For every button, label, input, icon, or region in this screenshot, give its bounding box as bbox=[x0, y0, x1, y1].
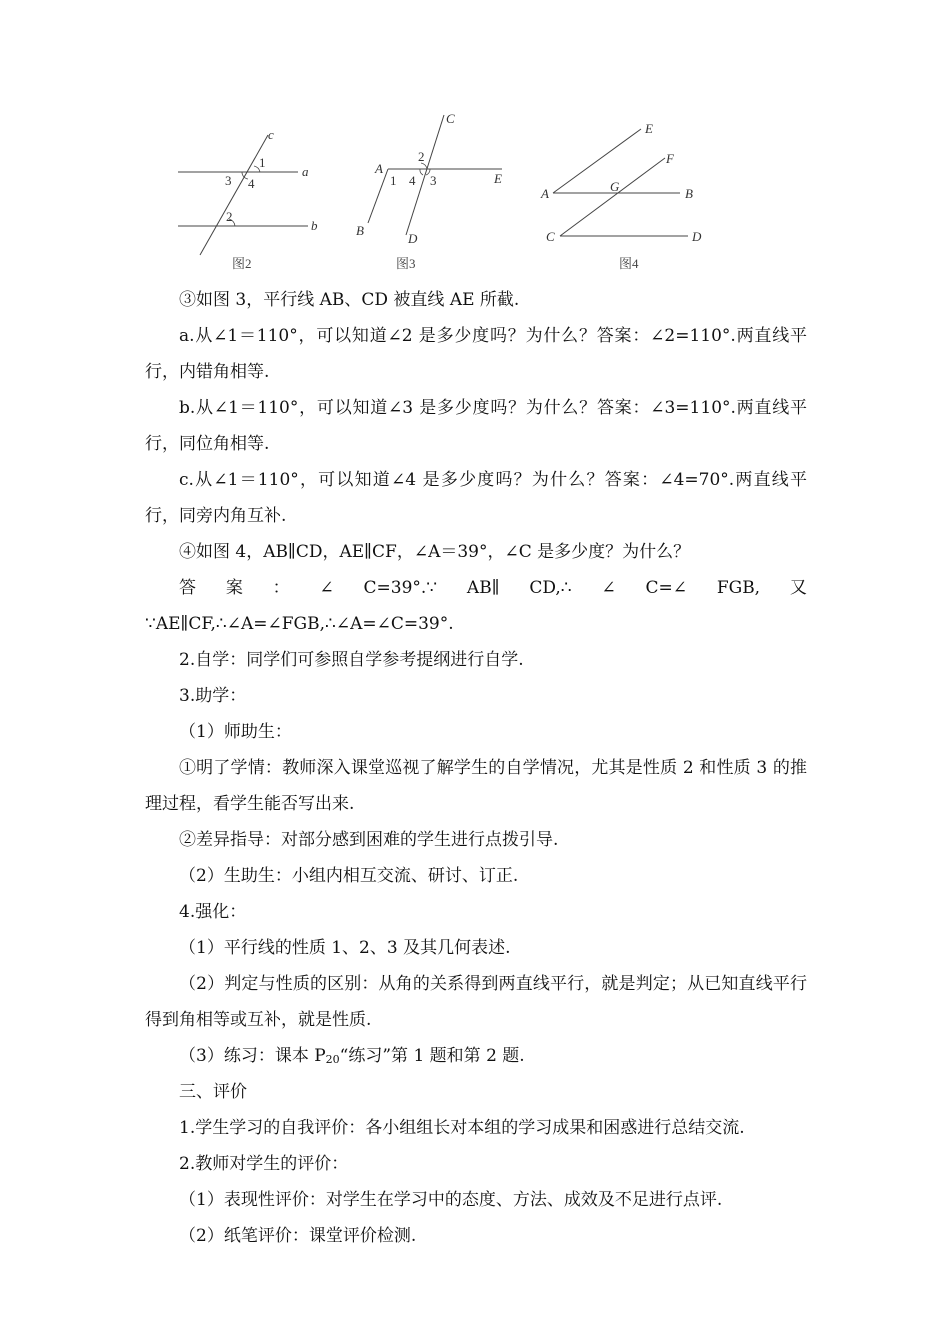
label-E: E bbox=[494, 171, 502, 186]
label-D: D bbox=[692, 229, 702, 244]
figure-4-caption: 图4 bbox=[619, 256, 639, 271]
label-B: B bbox=[356, 223, 364, 238]
page-subscript: 20 bbox=[325, 1053, 340, 1066]
exercise-text-post: “练习”第 1 题和第 2 题. bbox=[339, 1046, 525, 1066]
heading-teacher-evaluation: 2.教师对学生的评价： bbox=[179, 1154, 349, 1174]
paragraph-exercise bbox=[145, 1038, 807, 1074]
angle-label-3: 3 bbox=[430, 173, 437, 188]
paragraph-learning-status: ①明了学情：教师深入课堂巡视了解学生的自学情况，尤其是性质 2 和性质 3 的推理过程，看学生能否写出来. bbox=[145, 758, 807, 814]
paragraph-properties: （1）平行线的性质 1、2、3 及其几何表述. bbox=[179, 938, 511, 958]
paragraph-differentiated-guidance: ②差异指导：对部分感到困难的学生进行点拨引导. bbox=[179, 830, 559, 850]
paragraph-peer-help: （2）生助生：小组内相互交流、研讨、订正. bbox=[179, 866, 519, 886]
answer-token: 又 bbox=[789, 578, 807, 598]
label-c: c bbox=[268, 127, 274, 142]
label-E: E bbox=[645, 121, 653, 136]
label-A: A bbox=[541, 186, 549, 201]
angle-label-4: 4 bbox=[409, 173, 416, 188]
answer-token: FGB, bbox=[716, 578, 761, 598]
angle-label-1: 1 bbox=[390, 173, 397, 188]
figure-2-diagram bbox=[170, 105, 340, 275]
label-a: a bbox=[302, 164, 309, 179]
paragraph-self-evaluation: 1.学生学习的自我评价：各小组组长对本组的学习成果和困惑进行总结交流. bbox=[179, 1118, 745, 1138]
label-b: b bbox=[311, 218, 318, 233]
heading-assist: 3.助学： bbox=[179, 686, 247, 706]
answer-token: C=39°.∵ bbox=[363, 578, 438, 598]
answer-continuation: ∵AE∥CF,∴∠A=∠FGB,∴∠A=∠C=39°. bbox=[145, 614, 454, 634]
figure-3 bbox=[350, 105, 520, 279]
heading-evaluation: 三、评价 bbox=[179, 1082, 247, 1102]
document-body bbox=[145, 282, 807, 1254]
answer-token: 案 bbox=[225, 578, 243, 598]
angle-label-2: 2 bbox=[418, 149, 425, 164]
figure-2 bbox=[170, 105, 340, 279]
figure-3-diagram bbox=[350, 105, 520, 275]
answer-token: ∠ bbox=[319, 578, 334, 598]
answer-token: AB∥ bbox=[466, 578, 500, 598]
figure-4-diagram bbox=[535, 105, 725, 275]
angle-label-4: 4 bbox=[248, 176, 255, 191]
paragraph-fig3-intro: ③如图 3，平行线 AB、CD 被直线 AE 所截. bbox=[179, 290, 520, 310]
paragraph-performance-evaluation: （1）表现性评价：对学生在学习中的态度、方法、成效及不足进行点评. bbox=[179, 1190, 723, 1210]
label-C: C bbox=[546, 229, 555, 244]
label-A: A bbox=[375, 161, 383, 176]
line-ae bbox=[553, 129, 641, 193]
figure-2-caption: 图2 bbox=[232, 256, 252, 271]
angle-label-1: 1 bbox=[259, 155, 266, 170]
angle-label-3: 3 bbox=[225, 173, 232, 188]
heading-teacher-helps: （1）师助生： bbox=[179, 722, 292, 742]
answer-token: 答 bbox=[179, 578, 196, 598]
answer-token: C=∠ bbox=[645, 578, 687, 598]
paragraph-distinction: （2）判定与性质的区别：从角的关系得到两直线平行，就是判定；从已知直线平行得到角相等或互补，就是性质. bbox=[145, 974, 807, 1030]
figure-4 bbox=[535, 105, 725, 279]
paragraph-question-c: c.从∠1＝110°，可以知道∠4 是多少度吗？为什么？答案：∠4=70°.两直线平行，同旁内角互补. bbox=[145, 470, 807, 526]
answer-line bbox=[145, 570, 807, 606]
heading-reinforce: 4.强化： bbox=[179, 902, 247, 922]
line-ab bbox=[368, 169, 388, 223]
answer-token: ∠ bbox=[601, 578, 616, 598]
figure-3-caption: 图3 bbox=[396, 256, 416, 271]
paragraph-fig4-question: ④如图 4，AB∥CD，AE∥CF，∠A＝39°，∠C 是多少度？为什么？ bbox=[179, 542, 691, 562]
angle-label-2: 2 bbox=[226, 209, 233, 224]
paragraph-written-evaluation: （2）纸笔评价：课堂评价检测. bbox=[179, 1226, 417, 1246]
line-cf bbox=[560, 158, 665, 236]
paragraph-self-study: 2.自学：同学们可参照自学参考提纲进行自学. bbox=[179, 650, 524, 670]
label-D: D bbox=[408, 231, 418, 246]
answer-token: CD,∴ bbox=[529, 578, 572, 598]
label-C: C bbox=[446, 111, 455, 126]
paragraph-question-b: b.从∠1＝110°，可以知道∠3 是多少度吗？为什么？答案：∠3=110°.两直线平行，同位角相等. bbox=[145, 398, 807, 454]
answer-token: ： bbox=[272, 578, 290, 598]
label-G: G bbox=[610, 179, 620, 194]
label-B: B bbox=[685, 186, 693, 201]
exercise-text-pre: （3）练习：课本 P bbox=[179, 1046, 326, 1066]
transversal-c bbox=[200, 135, 268, 255]
angle-arc-4 bbox=[420, 169, 423, 175]
paragraph-question-a: a.从∠1＝110°，可以知道∠2 是多少度吗？为什么？答案：∠2=110°.两直线平行，内错角相等. bbox=[145, 326, 807, 382]
label-F: F bbox=[666, 151, 674, 166]
